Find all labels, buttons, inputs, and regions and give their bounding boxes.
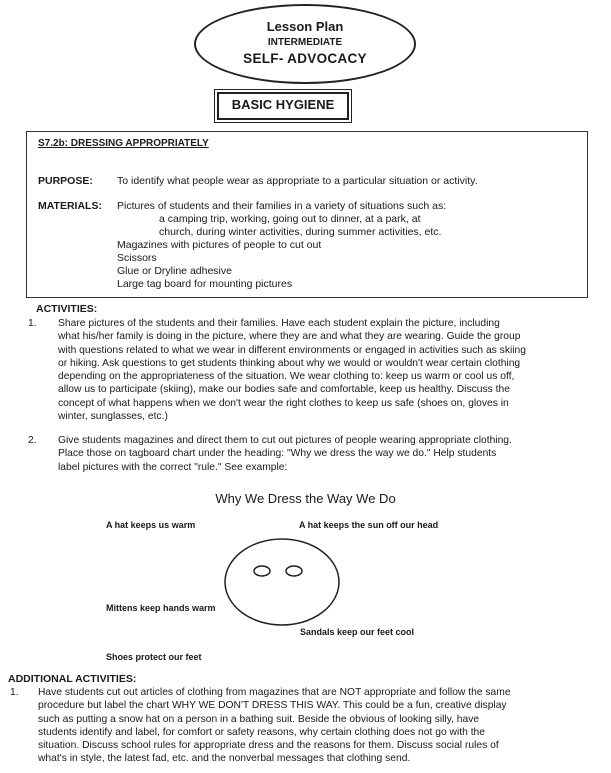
activity-number: 1. xyxy=(28,318,37,329)
label-shoes: Shoes protect our feet xyxy=(106,652,202,662)
activity-line: Place those on tagboard chart under the heading: "Why we dress the way we do." Help students xyxy=(58,448,497,460)
subject-title: SELF- ADVOCACY xyxy=(243,51,367,66)
additional-heading: ADDITIONAL ACTIVITIES: xyxy=(8,673,137,685)
activity-line: label pictures with the correct "rule." See example: xyxy=(58,461,288,473)
additional-number: 1. xyxy=(10,687,19,698)
materials-line: Scissors xyxy=(117,252,157,264)
label-hat-sun: A hat keeps the sun off our head xyxy=(299,520,439,530)
right-eye xyxy=(286,566,302,576)
chart-title: Why We Dress the Way We Do xyxy=(215,491,396,506)
additional-line: students identify and label, for comfort or safety reasons, why certain clothing does not go with the xyxy=(38,726,486,738)
activity-line: winter, sunglasses, etc.) xyxy=(58,411,168,423)
activity-line: or hiking. Ask questions to get students thinking about why we would or wouldn't wear certain clothing xyxy=(58,357,521,369)
activity-item-1 xyxy=(28,317,603,423)
level-label: INTERMEDIATE xyxy=(267,37,343,48)
topic-box: BASIC HYGIENE xyxy=(217,92,349,120)
activity-line: with questions related to what we wear in different environments or engaged in activities such as skiing xyxy=(58,344,527,356)
standard-heading: S7.2b: DRESSING APPROPRIATELY xyxy=(38,138,209,149)
face-drawing xyxy=(222,536,342,628)
label-sandals: Sandals keep our feet cool xyxy=(300,627,415,637)
left-eye xyxy=(254,566,270,576)
materials-line: Glue or Dryline adhesive xyxy=(117,265,232,277)
label-hat-warm: A hat keeps us warm xyxy=(106,520,196,530)
activity-line: Give students magazines and direct them to cut out pictures of people wearing appropriate clothing. xyxy=(58,435,512,446)
face-outline xyxy=(225,539,339,625)
activity-line: depending on the appropriateness of the situation. We wear clothing to: keep us warm or cool us off, xyxy=(58,371,515,383)
materials-line: Large tag board for mounting pictures xyxy=(117,278,293,290)
activities-heading: ACTIVITIES: xyxy=(36,303,98,315)
additional-item-1 xyxy=(10,686,608,766)
materials-line: Magazines with pictures of people to cut out xyxy=(117,239,322,251)
activity-line: concept of what happens when we don't wear the right clothes to keep us safe (shoes on, gloves in xyxy=(58,397,509,409)
activity-line: what his/her family is doing in the picture, where they are and what they are wearing. Guide the group xyxy=(58,331,521,343)
additional-line: procedure but label the chart WHY WE DON'T DRESS THIS WAY. This could be a fun, creative display xyxy=(38,700,507,712)
materials-list xyxy=(117,200,577,291)
purpose-text: To identify what people wear as appropriate to a particular situation or activity. xyxy=(117,175,478,187)
activity-line: Share pictures of the students and their families. Have each student explain the picture, including xyxy=(58,318,500,329)
materials-line: Pictures of students and their families in a variety of situations such as: xyxy=(117,200,447,212)
purpose-label: PURPOSE: xyxy=(38,175,93,187)
label-mittens: Mittens keep hands warm xyxy=(106,603,216,613)
additional-line: what's in style, the latest fad, etc. and the nonverbal messages that clothing send. xyxy=(38,753,411,765)
header-oval xyxy=(194,4,416,84)
additional-line: situation. Discuss school rules for appropriate dress and the reasons for them. Discuss social rules of xyxy=(38,740,499,752)
materials-line: a camping trip, working, going out to dinner, at a park, at xyxy=(159,213,421,225)
activity-item-2 xyxy=(28,434,603,474)
materials-line: church, during winter activities, during summer activities, etc. xyxy=(159,226,442,238)
additional-line: such as putting a snow hat on a person in a bathing suit. Beside the obvious of looking silly, have xyxy=(38,713,480,725)
activity-number: 2. xyxy=(28,435,37,446)
activity-line: allow us to participate (skiing), make our bodies safe and comfortable, keep us healthy. Discuss the xyxy=(58,384,510,396)
materials-label: MATERIALS: xyxy=(38,200,102,212)
lesson-plan-title: Lesson Plan xyxy=(266,19,344,34)
additional-line: Have students cut out articles of clothing from magazines that are NOT appropriate and follow the same xyxy=(38,687,511,698)
